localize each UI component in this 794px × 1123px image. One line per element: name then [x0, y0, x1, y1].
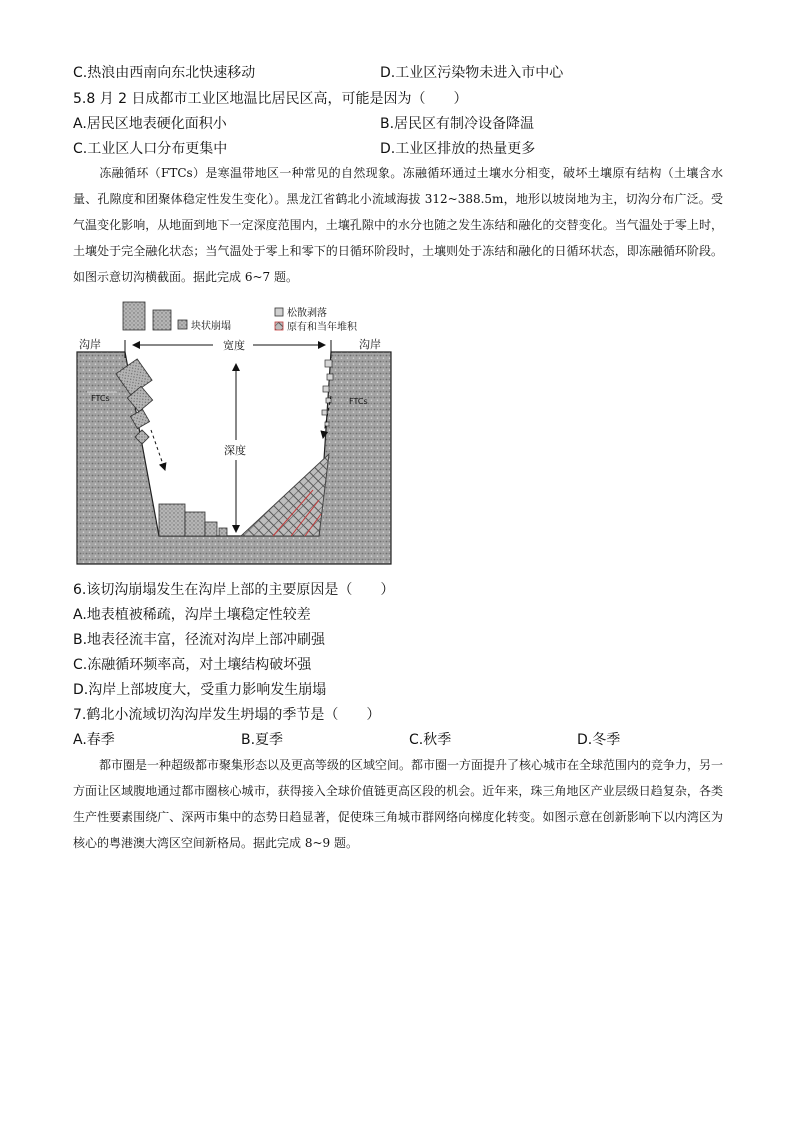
q6-option-c: C.冻融循环频率高，对土壤结构破坏强 — [73, 657, 312, 673]
bottom-blocks — [159, 504, 227, 536]
q6-option-d: D.沟岸上部坡度大，受重力影响发生崩塌 — [73, 682, 327, 698]
legend-block-square-1 — [123, 302, 145, 330]
legend-deposit-label: 原有和当年堆积 — [287, 322, 357, 333]
q7-option-b: B.夏季 — [241, 732, 284, 748]
legend-block-square-2 — [153, 310, 171, 330]
depth-label: 深度 — [224, 444, 246, 457]
legend-loose-label: 松散剥落 — [287, 308, 327, 319]
passage-metro — [73, 752, 723, 856]
deposit-wedge — [241, 454, 329, 536]
gully-cross-section-figure — [73, 300, 393, 566]
left-fall-arrow — [151, 430, 165, 470]
q6-option-a: A.地表植被稀疏，沟岸土壤稳定性较差 — [73, 607, 311, 623]
legend-block-swatch — [178, 320, 187, 329]
q4-option-d: D.工业区污染物未进入市中心 — [380, 65, 564, 81]
legend-loose-swatch — [275, 308, 283, 316]
passage-ftc — [73, 160, 723, 290]
q4-option-c: C.热浪由西南向东北快速移动 — [73, 65, 256, 81]
q6-option-b: B.地表径流丰富，径流对沟岸上部冲刷强 — [73, 632, 326, 648]
q5-option-c: C.工业区人口分布更集中 — [73, 141, 228, 157]
ftc-left-label: FTCs — [91, 394, 110, 403]
bank-right-label: 沟岸 — [359, 338, 381, 351]
legend-deposit-swatch — [275, 322, 283, 330]
q5-stem: 5.8 月 2 日成都市工业区地温比居民区高，可能是因为（ ） — [73, 91, 468, 107]
passage-ftc-text: 冻融循环（FTCs）是寒温带地区一种常见的自然现象。冻融循环通过土壤水分相变，破坏土壤原有结构（土壤含水量、孔隙度和团聚体稳定性发生变化）。黑龙江省鹤北小流域海拔 312~388.5m，地形以坡岗地为主，切沟分布广泛。受气温变化影响，从地面到地下一定深度范围内，土壤孔隙中的水分也随之发生冻结和融化的交替变化。当气温处于零上时，土壤处于完全融化状态；当气温处于零上和零下的日循环阶段时，土壤则处于冻结和融化的日循环状态，即冻融循环阶段。如图示意切沟横截面。据此完成 6~7 题。 — [73, 166, 723, 284]
q5-option-b: B.居民区有制冷设备降温 — [380, 116, 535, 132]
q6-stem: 6.该切沟崩塌发生在沟岸上部的主要原因是（ ） — [73, 582, 395, 598]
bank-left-label: 沟岸 — [79, 338, 101, 351]
width-label: 宽度 — [223, 339, 245, 352]
legend-block-label: 块状崩塌 — [191, 321, 231, 332]
q5-option-a: A.居民区地表硬化面积小 — [73, 116, 227, 132]
q7-option-d: D.冬季 — [577, 732, 621, 748]
ftc-right-label: FTCs — [349, 397, 368, 406]
passage-metro-text: 都市圈是一种超级都市聚集形态以及更高等级的区域空间。都市圈一方面提升了核心城市在全球范围内的竞争力，另一方面让区域腹地通过都市圈核心城市，获得接入全球价值链更高区段的机会。近年来，珠三角地区产业层级日趋复杂，各类生产性要素围绕广、深两市集中的态势日趋显著，促使珠三角城市群网络向梯度化转变。如图示意在创新影响下以内湾区为核心的粤港澳大湾区空间新格局。据此完成 8~9 题。 — [73, 758, 724, 850]
q7-option-a: A.春季 — [73, 732, 115, 748]
q5-option-d: D.工业区排放的热量更多 — [380, 141, 536, 157]
q7-stem: 7.鹤北小流域切沟沟岸发生坍塌的季节是（ ） — [73, 707, 381, 723]
q7-option-c: C.秋季 — [409, 732, 452, 748]
